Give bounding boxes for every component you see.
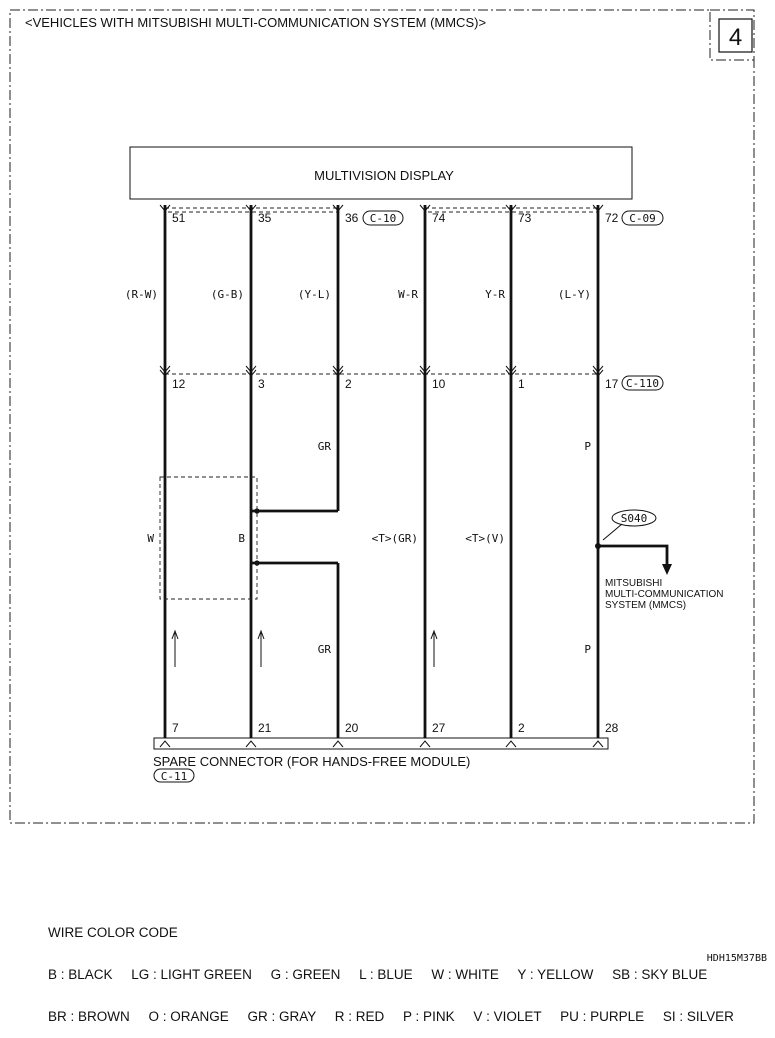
wire2-top-pin: 35 (258, 211, 272, 225)
wire-color-legend (48, 898, 734, 1038)
wire3-top-pin: 36 (345, 211, 359, 225)
wire-lines (165, 205, 667, 738)
wire3-lower-color: GR (317, 440, 331, 453)
wire3-lower-color-2: GR (317, 643, 331, 656)
wire4-top-pin: 74 (432, 211, 446, 225)
wire6-lower-color: P (584, 440, 591, 453)
wire5-top-pin: 73 (518, 211, 532, 225)
spare-connector-box (154, 738, 608, 749)
diagram-frame (10, 10, 754, 823)
splice-leader (603, 524, 622, 540)
page-number: 4 (728, 24, 743, 51)
wire5-mid-pin: 1 (518, 377, 525, 391)
connector-c11-label: C-11 (160, 770, 188, 783)
wire2-lower-color: B (238, 532, 245, 545)
wire2-mid-pin: 3 (258, 377, 265, 391)
wire5-top-color: Y-R (485, 288, 505, 301)
wire3-bottom-pin: 20 (345, 721, 359, 735)
mmcs-destination-line2: MULTI-COMMUNICATION (605, 589, 724, 600)
connector-chevrons (160, 205, 603, 745)
wire5-bottom-pin: 2 (518, 721, 525, 735)
wire1-bottom-pin: 7 (172, 721, 179, 735)
wire1-top-pin: 51 (172, 211, 186, 225)
legend-line-1: B : BLACK LG : LIGHT GREEN G : GREEN L : BLUE W : WHITE Y : YELLOW SB : SKY BLUE (48, 967, 708, 982)
wire4-lower-color: <T>(GR) (371, 532, 418, 545)
wire1-lower-color: W (147, 532, 154, 545)
connector-c10-label: C-10 (369, 212, 397, 225)
wire4-mid-pin: 10 (432, 377, 446, 391)
wire1-top-color: (R-W) (124, 288, 158, 301)
legend-line-2: BR : BROWN O : ORANGE GR : GRAY R : RED P : PINK V : VIOLET PU : PURPLE SI : SILVER (48, 1009, 734, 1024)
junction-dots (254, 508, 601, 565)
mmcs-arrow-head (662, 564, 672, 575)
connector-c09-label: C-09 (629, 212, 656, 225)
spare-connector-label: SPARE CONNECTOR (FOR HANDS-FREE MODULE) (153, 754, 471, 769)
wire6-mid-pin: 17 (605, 377, 619, 391)
wire2-top-color: (G-B) (210, 288, 244, 301)
multivision-display-label: MULTIVISION DISPLAY (314, 168, 454, 183)
wire1-mid-pin: 12 (172, 377, 186, 391)
wire6-bottom-pin: 28 (605, 721, 619, 735)
wire3-top-color: (Y-L) (297, 288, 331, 301)
wire6-lower-color-2: P (584, 643, 591, 656)
signal-arrows (172, 631, 437, 667)
wire5-lower-color: <T>(V) (465, 532, 505, 545)
wire6-top-pin: 72 (605, 211, 619, 225)
wire3-mid-pin: 2 (345, 377, 352, 391)
diagram-title: <VEHICLES WITH MITSUBISHI MULTI-COMMUNICATION SYSTEM (MMCS)> (25, 15, 487, 30)
connector-c110-label: C-110 (625, 377, 660, 390)
wire4-top-color: W-R (398, 288, 418, 301)
figure-code: HDH15M37BB (706, 953, 767, 964)
wire6-top-color: (L-Y) (557, 288, 591, 301)
wire4-bottom-pin: 27 (432, 721, 446, 735)
legend-title: WIRE COLOR CODE (48, 925, 178, 940)
wire2-bottom-pin: 21 (258, 721, 272, 735)
mmcs-destination-line3: SYSTEM (MMCS) (605, 600, 687, 611)
mmcs-destination-line1: MITSUBISHI (605, 578, 663, 589)
splice-s040-label: S040 (620, 512, 648, 525)
